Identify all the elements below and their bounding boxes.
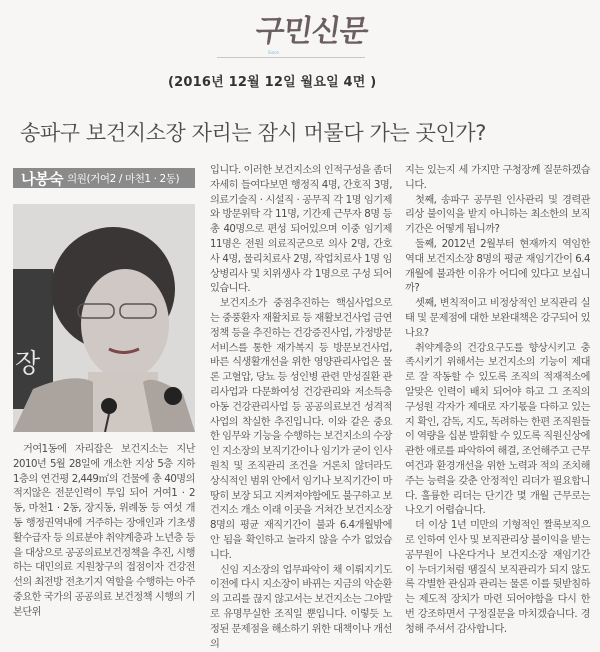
article-headline: 송파구 보건지소장 자리는 잠시 머물다 가는 곳인가?: [20, 121, 487, 145]
paragraph: 취약계층의 건강요구도를 향상시키고 충족시키기 위해서는 보건지소의 기능이 제대로 잘 작동할 수 있도록 조직의 적재적소에 알맞은 인력이 배치 되어야 하고 그 조직의 구성원 각자가 제대로 자기몫을 다하고 있는지 확인, 감독, 지도, 독려하는 한편 조직원들이 역량을 십분 발휘할 수 있도록 직원신상에 관한 애로를 파악하여 해결, 조언해주고 근무여건과 환경개선을 위한 노력과 적의 조치해주는 능력을 갖춘 안정적인 리더가 필요합니다. 훌륭한 리더는 단기간 몇 개월 근무로는 나오기 어렵습니다.: [405, 342, 590, 517]
paragraph: 신임 지소장의 업무파악이 채 이뤄지기도 이전에 다시 지소장이 바뀌는 지금의 악순환의 고리를 끊지 않고서는 보건지소는 그야말로 유명무실한 조직일 뿐입니다. 이렇듯 노정된 문제점을 해소하기 위한 대책이나 개선의: [210, 564, 392, 650]
author-byline: [13, 168, 195, 188]
author-role: 의원(거여2 / 마천1 · 2동): [66, 172, 180, 185]
article-column-2: [210, 164, 392, 652]
closing-paragraph: 더 이상 1년 미만의 기형적인 짤록보직으로 인하여 인사 및 보직관리상 불이익을 받는 공무원이 나온다거나 보건지소장 재임기간이 누더기처럼 땜질식 보직관리가 되지 않도록 각별한 관심과 관리는 물론 이를 뒷받침하는 제도적 장치가 마련 되어야함을 다시 한 번 강조하면서 구정질문을 마치겠습니다. 경청해 주셔서 감사합니다.: [405, 520, 590, 635]
author-name: 나봉숙: [21, 169, 63, 188]
paragraph: 입니다. 이러한 보건지소의 인적구성을 좀더 자세히 들여다보면 행정직 4명, 간호직 3명, 의료기술직 · 시설직 · 공무직 각 1명 임기제와 방문위탁 각 11명, 기간제 근무자 8명 등 총 40명으로 편성 되어있으며 이중 임기제 11명은 전원 의료직군으로 의사 2명, 간호사 4명, 물리치료사 2명, 작업치료사 1명 임상병리사 및 치위생사 각 1명으로 구성 되어 있습니다.: [210, 165, 392, 295]
svg-text:장: 장: [15, 349, 41, 379]
portrait-image-icon: [13, 204, 195, 432]
masthead: [0, 0, 600, 90]
question-3: 셋째, 변칙적이고 비정상적인 보직관리 실태 및 문제점에 대한 보완대책은 강구되어 있나요?: [405, 298, 590, 339]
article-column-3: [405, 164, 590, 638]
dateline: (2016년 12월 12일 월요일 4면 ): [168, 75, 377, 90]
question-2: 둘째, 2012년 2월부터 현재까지 역임한 역대 보건지소장 8명의 평균 재임기간이 6.4개월에 불과한 이유가 어디에 있다고 보십니까?: [405, 238, 590, 295]
article-column-1: [13, 443, 195, 621]
paragraph: 지는 있는지 세 가지만 구청장께 질문하겠습니다.: [405, 165, 590, 191]
newspaper-logo: 구민신문: [253, 14, 370, 49]
logo-subtitle: Since: [268, 50, 279, 55]
logo-divider: [217, 57, 365, 58]
paragraph: 보건지소가 중점추진하는 핵심사업으로는 중풍환자 재활치료 등 재활보건사업 금연정책 등을 추진하는 건강증진사업, 가정방문 서비스를 통한 재가복지 등 방문보건사업, 바른 식생활개선을 위한 영양관리사업은 물론 고혈압, 당뇨 등 성인병 관련 만성질환 관리사업과 다문화여성 건강관리와 저소득층아동 건강관리사업 등 공공의료보건 성격적 사업의 착실한 추진입니다. 이와 같은 중요한 임무와 기능을 수행하는 보건지소의 수장인 지소장의 보직기간이나 임기가 굳이 인사원칙 및 조직관리 조건을 거론치 않더라도 상식적인 범위 안에서 임기나 보직기간이 마땅히 보장 되고 지켜져야함에도 불구하고 보건지소 개소 이래 이곳을 거쳐간 보건지소장 8명의 평균 재직기간이 불과 6.4개월밖에 안 됨을 확인하고 놀라지 않을 수가 없었습니다.: [210, 298, 392, 561]
question-1: 첫째, 송파구 공무원 인사관리 및 경력관리상 불이익을 받지 아니하는 최소한의 보직기간은 어떻게 됩니까?: [405, 194, 590, 236]
paragraph: 거여1동에 자리잡은 보건지소는 지난 2010년 5월 28일에 개소한 지상 5층 지하 1층의 연건평 2,449㎡의 건물에 총 40명의 적지않은 전문인력이 투입 되어 거여1 · 2동, 마천1 · 2동, 장지동, 위례동 등 여섯 개 동 행정권역내에 거주하는 장애인과 기초생활수급자 등 의료분야 취약계층과 노년층 등을 대상으로 공공의료보건정책을 추진, 시행하는 대민의료 지원창구의 접점이자 건강전선의 최전방 전초기지 역할을 수행하는 아주 중요한 국가의 공공의료 보건정책 시행의 기본단위: [13, 444, 195, 618]
author-photo: [13, 204, 195, 432]
